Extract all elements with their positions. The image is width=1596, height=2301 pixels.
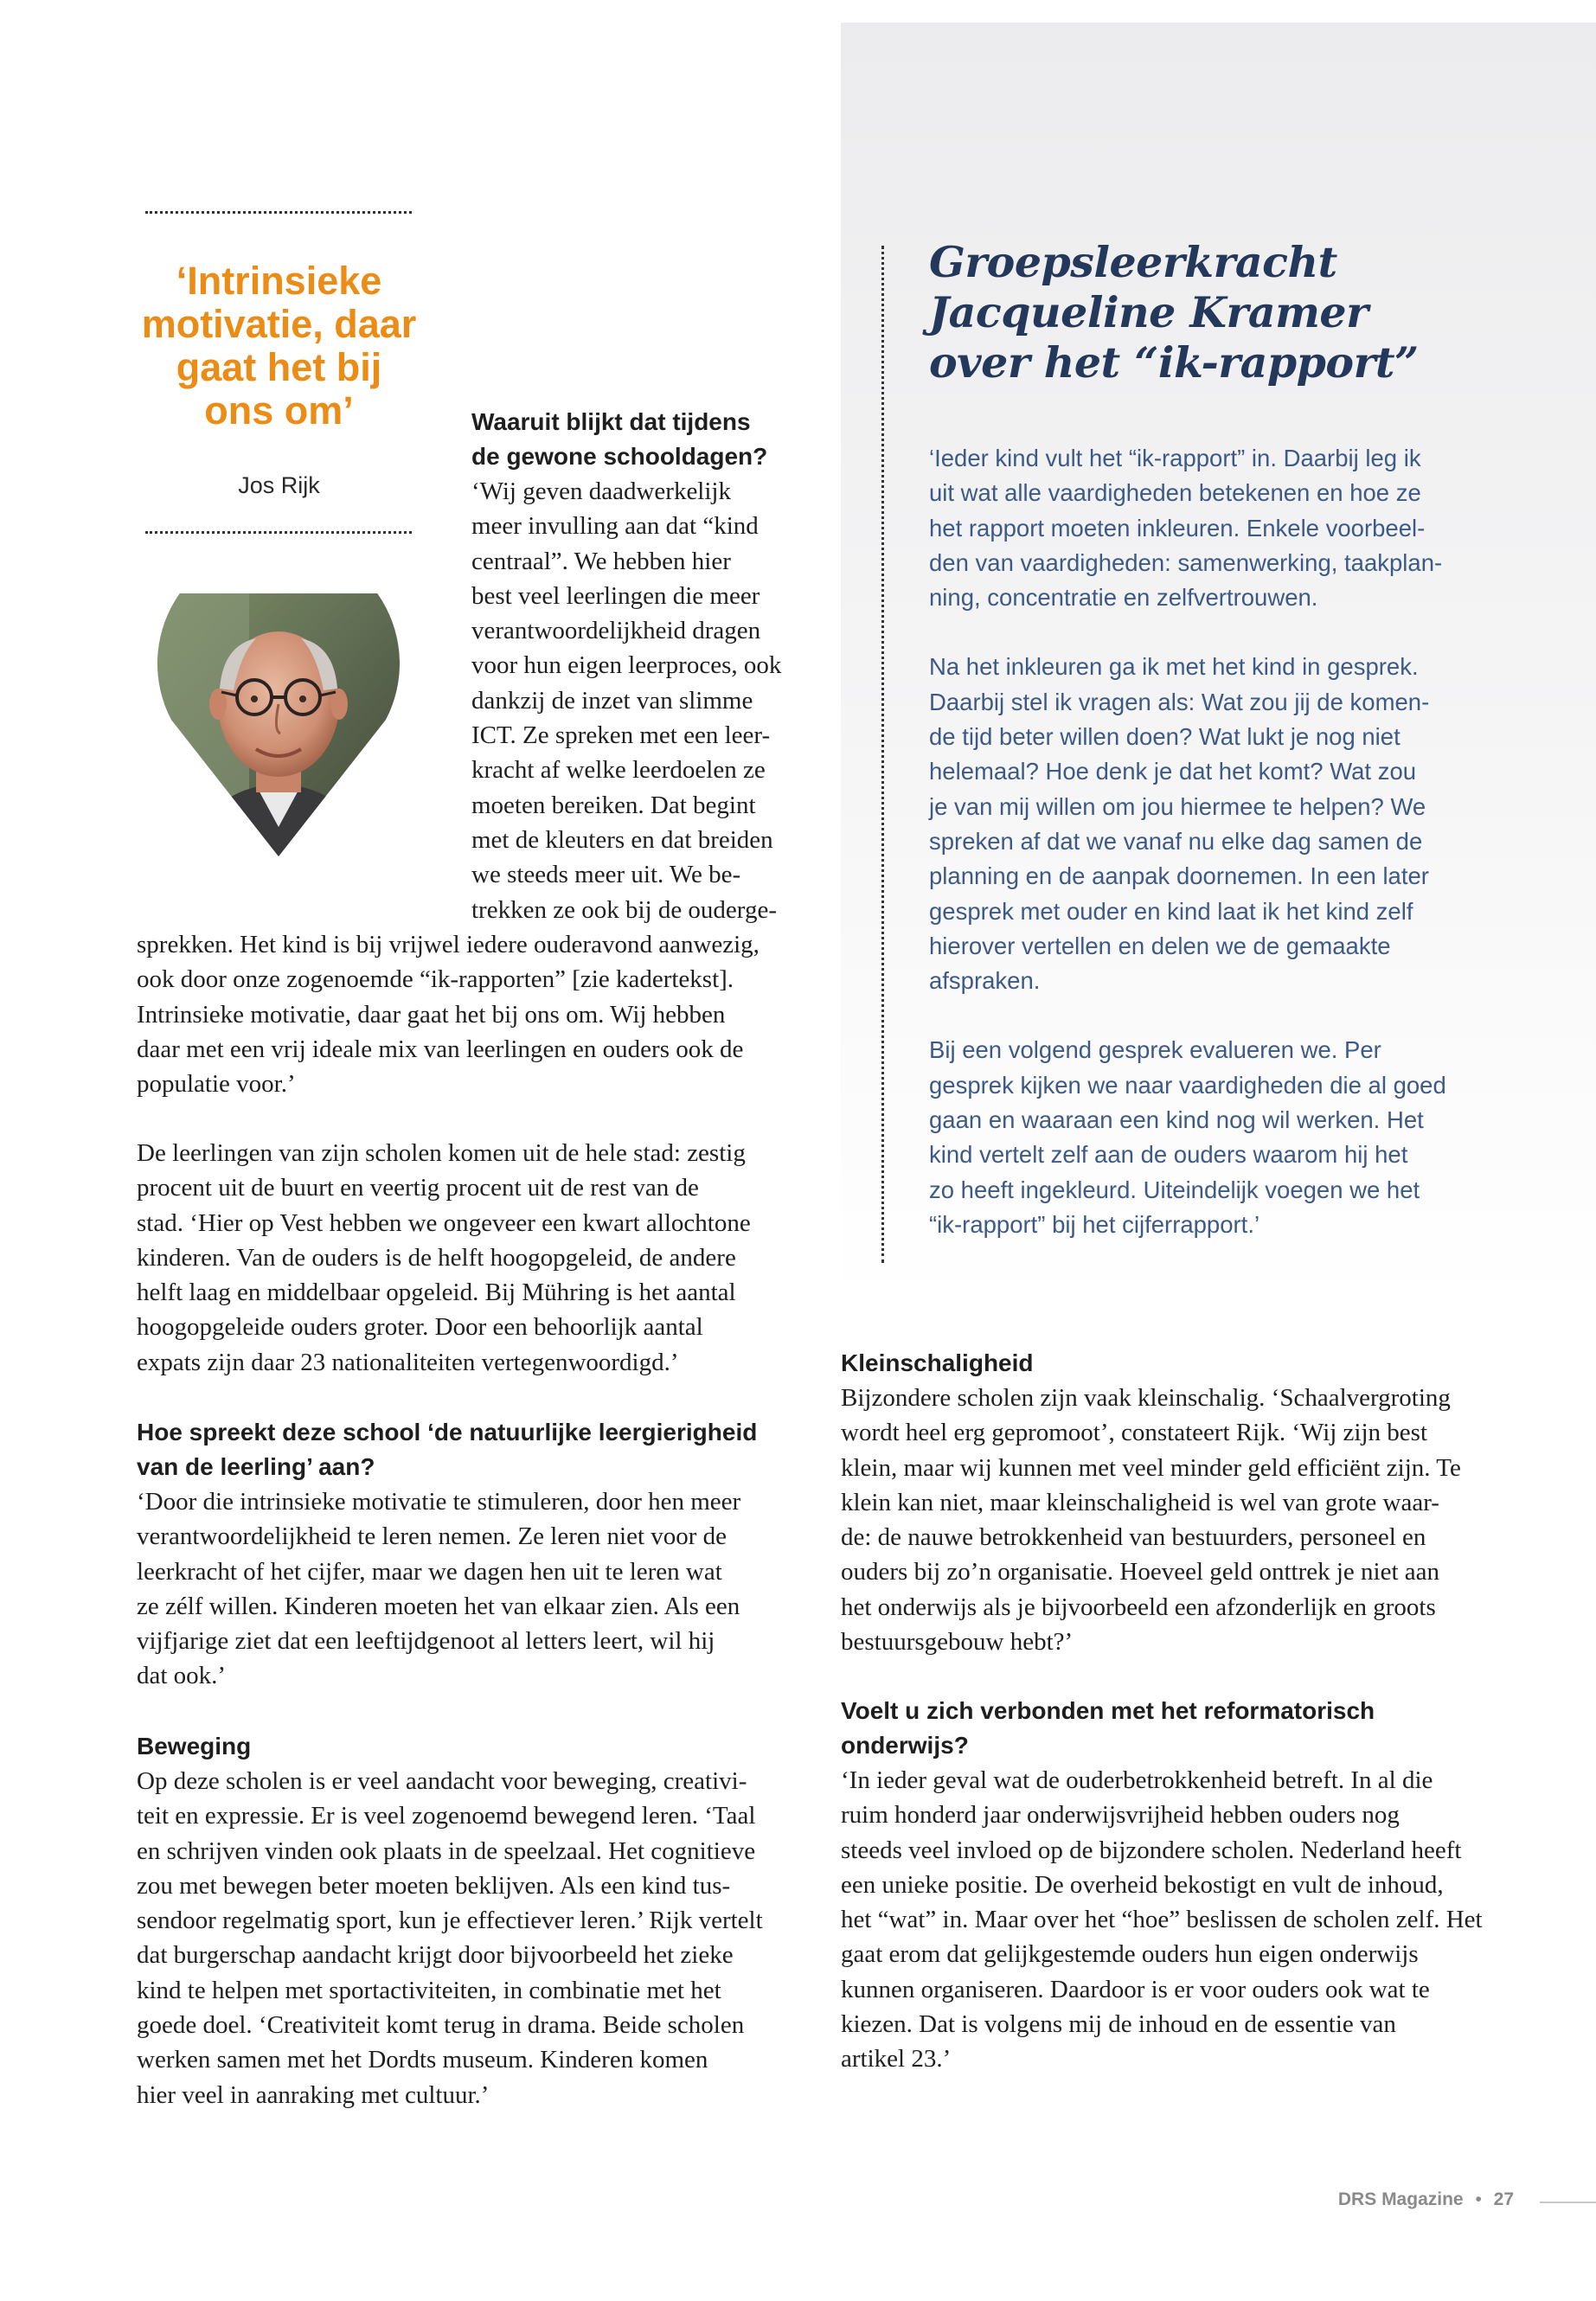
question-heading-schooldays <box>471 405 817 474</box>
text-line: kinderen. Van de ouders is de helft hoogopgeleid, de andere <box>137 1243 736 1272</box>
text-line: artikel 23.’ <box>841 2045 952 2073</box>
text-line: gaan en waaraan een kind nog wil werken. Het <box>929 1106 1424 1134</box>
answer-schooldays-wrapped <box>471 474 817 927</box>
paragraph-beweging <box>137 1764 820 2112</box>
text-line: een unieke positie. De overheid bekostigt en vult de inhoud, <box>841 1870 1444 1899</box>
text-line: Bij een volgend gesprek evalueren we. Per <box>929 1036 1381 1064</box>
text-line: ‘In ieder geval wat de ouderbetrokkenheid betreft. In al die <box>841 1766 1433 1794</box>
heading-line: Hoe spreekt deze school ‘de natuurlijke leergierigheid <box>137 1419 758 1445</box>
text-line: stad. ‘Hier op Vest hebben we ongeveer een kwart allochtone <box>137 1208 751 1237</box>
heading-line: van de leerling’ aan? <box>137 1453 375 1480</box>
section-heading-beweging: Beweging <box>137 1733 252 1759</box>
pull-quote-line: motivatie, daar <box>141 302 417 346</box>
page-number: 27 <box>1493 2189 1514 2209</box>
magazine-name: DRS Magazine <box>1337 2189 1464 2209</box>
text-line: kiezen. Dat is volgens mij de inhoud en de essentie van <box>841 2010 1396 2039</box>
text-line: centraal”. We hebben hier <box>471 547 731 575</box>
text-line: Na het inkleuren ga ik met het kind in gesprek. <box>929 653 1419 681</box>
text-line: je van mij willen om jou hiermee te helpen? We <box>929 792 1426 820</box>
sidebar-divider <box>881 246 884 1263</box>
text-line: “ik-rapport” bij het cijferrapport.’ <box>929 1210 1260 1238</box>
answer-schooldays-full <box>137 927 820 1101</box>
text-line: dankzij de inzet van slimme <box>471 686 753 715</box>
text-line: wordt heel erg gepromoot’, constateert Rijk. ‘Wij zijn best <box>841 1419 1428 1447</box>
text-line: verantwoordelijkheid dragen <box>471 617 761 645</box>
footer-separator: • <box>1475 2189 1482 2209</box>
text-line: de: de nauwe betrokkenheid van bestuurders, personeel en <box>841 1523 1426 1552</box>
question-heading-curiosity <box>137 1415 829 1484</box>
text-line: ouders bij zo’n organisatie. Hoeveel geld onttrek je niet aan <box>841 1558 1440 1586</box>
sidebar-body <box>929 441 1500 1242</box>
text-line: ruim honderd jaar onderwijsvrijheid hebben ouders nog <box>841 1801 1400 1830</box>
text-line: uit wat alle vaardigheden betekenen en hoe ze <box>929 479 1421 507</box>
text-line: met de kleuters en dat breiden <box>471 825 773 854</box>
heading-line: de gewone schooldagen? <box>471 443 768 470</box>
text-line: gesprek met ouder en kind laat ik het kind zelf <box>929 897 1413 925</box>
text-line: kracht af welke leerdoelen ze <box>471 756 766 785</box>
page-footer <box>1338 2189 1514 2210</box>
text-line: het rapport moeten inkleuren. Enkele voorbeel- <box>929 514 1426 542</box>
text-line: planning en de aanpak doornemen. In een later <box>929 862 1429 890</box>
text-line: afspraken. <box>929 967 1041 995</box>
text-line: sendoor regelmatig sport, kun je effectiever leren.’ Rijk vertelt <box>137 1907 763 1935</box>
sidebar-title <box>929 237 1535 388</box>
text-line: trekken ze ook bij de ouderge- <box>471 895 777 924</box>
text-line: spreken af dat we vanaf nu elke dag samen de <box>929 827 1423 855</box>
text-line: het onderwijs als je bijvoorbeeld een afzonderlijk en groots <box>841 1593 1436 1621</box>
sidebar-title-line: over het “ik-rapport” <box>929 337 1419 388</box>
text-line: bestuursgebouw hebt?’ <box>841 1628 1074 1657</box>
text-line: en schrijven vinden ook plaats in de speelzaal. Het cognitieve <box>137 1836 756 1865</box>
text-line: we steeds meer uit. We be- <box>471 861 741 889</box>
text-line: Bijzondere scholen zijn vaak kleinschalig. ‘Schaalvergroting <box>841 1384 1451 1412</box>
pullquote-top-divider <box>145 211 412 214</box>
text-line: Daarbij stel ik vragen als: Wat zou jij de komen- <box>929 688 1430 715</box>
text-line: den van vaardigheden: samenwerking, taakplan- <box>929 548 1443 576</box>
text-line: gesprek kijken we naar vaardigheden die al goed <box>929 1071 1446 1099</box>
text-line: zo heeft ingekleurd. Uiteindelijk voegen we het <box>929 1176 1420 1203</box>
text-line: gaat erom dat gelijkgestemde ouders hun eigen onderwijs <box>841 1940 1419 1969</box>
footer-rule <box>1540 2202 1596 2203</box>
text-line: procent uit de buurt en veertig procent uit de rest van de <box>137 1174 699 1202</box>
paragraph-student-population <box>137 1136 820 1380</box>
pull-quote-line: ‘Intrinsieke <box>176 259 382 303</box>
text-line: goede doel. ‘Creativiteit komt terug in drama. Beide scholen <box>137 2011 745 2040</box>
paragraph-kleinschaligheid <box>841 1381 1524 1659</box>
text-line: ICT. Ze spreken met een leer- <box>471 721 771 750</box>
text-line: ze zélf willen. Kinderen moeten het van elkaar zien. Als een <box>137 1592 740 1620</box>
pull-quote-line: ons om’ <box>204 388 354 433</box>
sidebar-title-line: Groepsleerkracht <box>929 237 1337 287</box>
sidebar-title-line: Jacqueline Kramer <box>929 287 1368 337</box>
text-line: de tijd beter willen doen? Wat lukt je nog niet <box>929 723 1401 751</box>
text-line: klein kan niet, maar kleinschaligheid is wel van grote waar- <box>841 1488 1439 1516</box>
heading-line: onderwijs? <box>841 1732 969 1759</box>
sidebar-paragraph <box>929 441 1500 615</box>
text-line: werken samen met het Dordts museum. Kinderen komen <box>137 2046 708 2074</box>
section-heading-kleinschaligheid: Kleinschaligheid <box>841 1349 1034 1376</box>
pullquote-bottom-divider <box>145 531 412 534</box>
heading-line: Voelt u zich verbonden met het reformatorisch <box>841 1697 1375 1724</box>
text-line: ook door onze zogenoemde “ik-rapporten” [zie kadertekst]. <box>137 965 734 994</box>
text-line: kind te helpen met sportactiviteiten, in combinatie met het <box>137 1976 721 2004</box>
text-line: dat burgerschap aandacht krijgt door bijvoorbeeld het zieke <box>137 1941 734 1970</box>
text-line: zou met bewegen beter moeten beklijven. Als een kind tus- <box>137 1871 731 1900</box>
text-line: best veel leerlingen die meer <box>471 581 760 610</box>
text-line: daar met een vrij ideale mix van leerlingen en ouders ook de <box>137 1035 744 1063</box>
text-line: kunnen organiseren. Daardoor is er voor ouders ook wat te <box>841 1975 1430 2003</box>
text-line: dat ook.’ <box>137 1662 227 1690</box>
text-line: hierover vertellen en delen we de gemaakte <box>929 932 1391 959</box>
text-line: meer invulling aan dat “kind <box>471 512 759 541</box>
text-line: hoogopgeleide ouders groter. Door een behoorlijk aantal <box>137 1313 703 1342</box>
text-line: klein, maar wij kunnen met veel minder geld efficiënt zijn. Te <box>841 1453 1461 1482</box>
text-line: helemaal? Hoe denk je dat het komt? Wat zou <box>929 758 1417 785</box>
text-line: ‘Wij geven daadwerkelijk <box>471 478 731 505</box>
text-line: Intrinsieke motivatie, daar gaat het bij ons om. Wij hebben <box>137 1000 726 1029</box>
text-line: populatie voor.’ <box>137 1070 296 1099</box>
text-line: ning, concentratie en zelfvertrouwen. <box>929 584 1318 612</box>
text-line: steeds veel invloed op de bijzondere scholen. Nederland heeft <box>841 1836 1462 1864</box>
text-line: het “wat” in. Maar over het “hoe” beslissen de scholen zelf. Het <box>841 1906 1483 1934</box>
text-line: voor hun eigen leerproces, ook <box>471 651 782 680</box>
pull-quote-author: Jos Rijk <box>238 472 320 498</box>
text-line: helft laag en middelbaar opgeleid. Bij Mühring is het aantal <box>137 1279 736 1307</box>
pull-quote-line: gaat het bij <box>176 345 382 389</box>
text-line: leerkracht of het cijfer, maar we dagen hen uit te leren wat <box>137 1557 722 1586</box>
answer-curiosity <box>137 1484 820 1694</box>
text-line: kind vertelt zelf aan de ouders waarom hij het <box>929 1141 1408 1169</box>
text-line: Op deze scholen is er veel aandacht voor beweging, creativi- <box>137 1767 747 1795</box>
author-portrait <box>154 593 403 858</box>
text-line: vijfjarige ziet dat een leeftijdgenoot al letters leert, wil hij <box>137 1627 715 1656</box>
text-line: ‘Ieder kind vult het “ik-rapport” in. Daarbij leg ik <box>929 445 1421 471</box>
text-line: moeten bereiken. Dat begint <box>471 791 756 819</box>
answer-reformatorisch <box>841 1763 1533 2077</box>
text-line: sprekken. Het kind is bij vrijwel iedere ouderavond aanwezig, <box>137 931 760 958</box>
question-heading-reformatorisch <box>841 1694 1550 1763</box>
text-line: expats zijn daar 23 nationaliteiten vertegenwoordigd.’ <box>137 1348 679 1376</box>
text-line: verantwoordelijkheid te leren nemen. Ze leren niet voor de <box>137 1522 727 1551</box>
text-line: ‘Door die intrinsieke motivatie te stimuleren, door hen meer <box>137 1488 741 1516</box>
sidebar-paragraph <box>929 650 1500 998</box>
text-line: teit en expressie. Er is veel zogenoemd bewegend leren. ‘Taal <box>137 1802 756 1830</box>
text-line: hier veel in aanraking met cultuur.’ <box>137 2080 490 2109</box>
pull-quote <box>130 260 428 433</box>
text-line: De leerlingen van zijn scholen komen uit de hele stad: zestig <box>137 1139 746 1167</box>
sidebar-paragraph <box>929 1033 1500 1242</box>
heading-line: Waaruit blijkt dat tijdens <box>471 408 751 435</box>
